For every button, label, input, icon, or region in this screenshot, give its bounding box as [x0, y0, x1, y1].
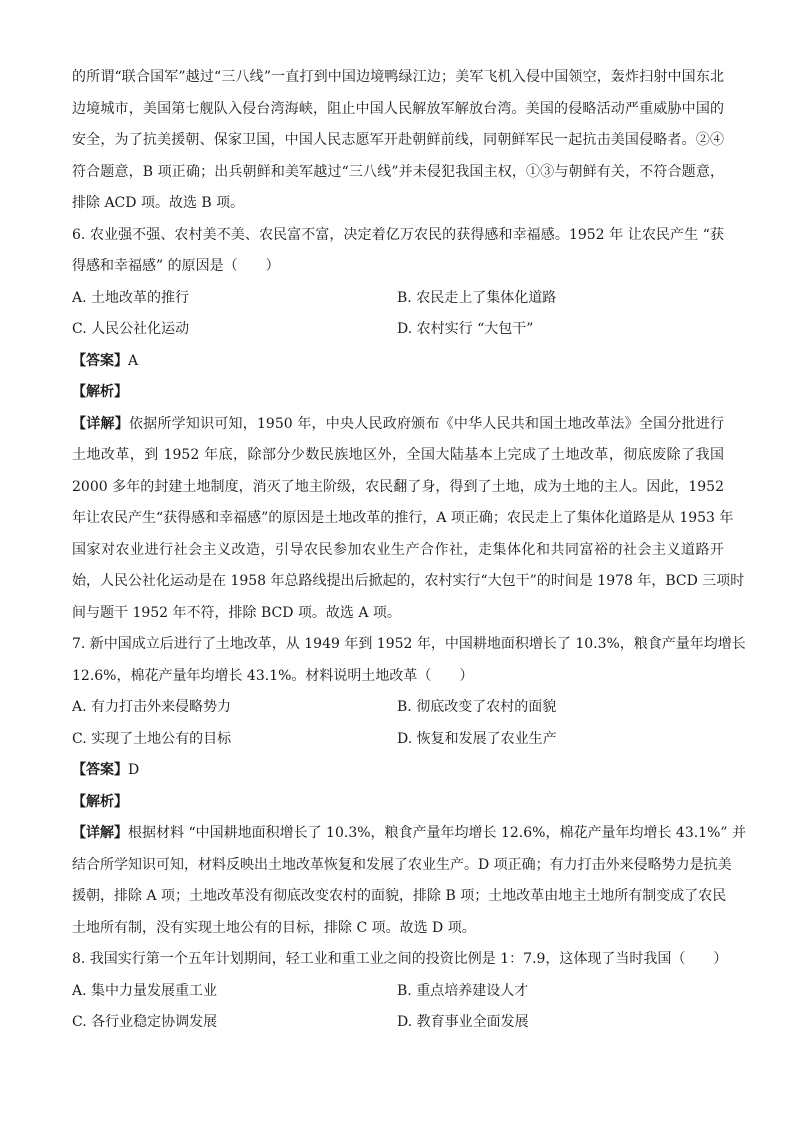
options-row	[72, 976, 724, 1008]
answer-line	[72, 755, 724, 787]
paragraph-line: 符合题意，B 项正确；出兵朝鲜和美军越过“三八线”并未侵犯我国主权，①③与朝鲜有关，不符合题意，	[72, 163, 724, 180]
question-stem: 6. 农业强不强、农村美不美、农民富不富，决定着亿万农民的获得感和幸福感。1952 年 让农民产生 “获	[72, 226, 724, 243]
answer-value: D	[128, 762, 140, 778]
option-d: D. 农村实行 “大包干”	[397, 321, 534, 337]
analysis-line	[72, 787, 724, 819]
options-row	[72, 692, 724, 724]
detail-line: 土地改革，到 1952 年底，除部分少数民族地区外，全国大陆基本上完成了土地改革，彻底废除了我国	[72, 447, 724, 463]
detail-line: 结合所学知识可知，材料反映出土地改革恢复和发展了农业生产。D 项正确；有力打击外来侵略势力是抗美	[72, 856, 732, 873]
question-stem: 12.6%，棉花产量年均增长 43.1%。材料说明土地改革（ ）	[72, 667, 474, 684]
answer-tag: 【答案】	[72, 352, 128, 369]
detail-line: 国家对农业进行社会主义改造，引导农民参加农业生产合作社，走集体化和共同富裕的社会主义道路开	[72, 541, 724, 558]
question-stem: 7. 新中国成立后进行了土地改革，从 1949 年到 1952 年，中国耕地面积增长了 10.3%，粮食产量年均增长	[72, 636, 746, 652]
detail-line	[72, 818, 746, 850]
answer-value: A	[128, 352, 139, 369]
detail-line	[72, 409, 724, 441]
detail-line: 2000 多年的封建土地制度，消灭了地主阶级，农民翻了身，得到了土地，成为土地的主人。因此，1952	[72, 478, 724, 495]
paragraph-line: 的所谓“联合国军”越过“三八线”一直打到中国边境鸭绿江边；美军飞机入侵中国领空，轰炸扫射中国东北	[72, 69, 724, 85]
paragraph-line: 排除 ACD 项。故选 B 项。	[72, 195, 245, 211]
options-row	[72, 724, 724, 756]
answer-tag: 【答案】	[72, 762, 128, 778]
question-stem: 8. 我国实行第一个五年计划期间，轻工业和重工业之间的投资比例是 1：7.9，这体现了当时我国（ ）	[72, 951, 728, 967]
detail-line: 间与题干 1952 年不符，排除 BCD 项。故选 A 项。	[72, 604, 401, 621]
detail-line: 年让农民产生“获得感和幸福感”的原因是土地改革的推行，A 项正确；农民走上了集体化道路是从 1953 年	[72, 510, 734, 526]
paragraph-line: 安全，为了抗美援朝、保家卫国，中国人民志愿军开赴朝鲜前线，同朝鲜军民一起抗击美国侵略者。②④	[72, 132, 724, 148]
options-row	[72, 314, 724, 346]
detail-text: 根据材料 “中国耕地面积增长了 10.3%，粮食产量年均增长 12.6%，棉花产量年均增长 43.1%” 并	[128, 825, 746, 841]
detail-tag: 【详解】	[72, 825, 128, 841]
analysis-line	[72, 377, 724, 409]
detail-line: 援朝，排除 A 项；土地改革没有彻底改变农村的面貌，排除 B 项；土地改革由地主土地所有制变成了农民	[72, 888, 727, 904]
question-7	[72, 629, 746, 944]
detail-line: 土地所有制，没有实现土地公有的目标，排除 C 项。故选 D 项。	[72, 919, 476, 936]
option-a: A. 土地改革的推行	[72, 289, 190, 306]
option-d: D. 恢复和发展了农业生产	[397, 730, 557, 747]
option-c: C. 各行业稳定协调发展	[72, 1014, 218, 1030]
detail-text: 依据所学知识可知，1950 年，中央人民政府颁布《中华人民共和国土地改革法》全国分批进行	[128, 415, 725, 432]
question-stem: 得感和幸福感” 的原因是（ ）	[72, 258, 280, 274]
analysis-tag: 【解析】	[72, 384, 128, 400]
option-c: C. 实现了土地公有的目标	[72, 730, 232, 747]
page-content	[72, 62, 746, 1039]
option-b: B. 农民走上了集体化道路	[397, 289, 557, 306]
options-row	[72, 1007, 724, 1039]
question-6	[72, 220, 745, 630]
detail-tag: 【详解】	[72, 415, 129, 432]
answer-line	[72, 346, 724, 378]
option-d: D. 教育事业全面发展	[397, 1014, 529, 1030]
option-a: A. 有力打击外来侵略势力	[72, 699, 232, 715]
analysis-tag: 【解析】	[72, 793, 128, 810]
options-row	[72, 283, 724, 315]
q5-explanation-tail	[72, 62, 724, 220]
question-8	[72, 944, 728, 1039]
option-c: C. 人民公社化运动	[72, 321, 190, 337]
option-b: B. 彻底改变了农村的面貌	[397, 699, 557, 715]
paragraph-line: 边境城市，美国第七舰队入侵台湾海峡，阻止中国人民解放军解放台湾。美国的侵略活动严重威胁中国的	[72, 100, 724, 117]
detail-line: 始，人民公社化运动是在 1958 年总路线提出后掀起的，农村实行“大包干”的时间是 1978 年，BCD 三项时	[72, 573, 745, 589]
option-a: A. 集中力量发展重工业	[72, 982, 218, 999]
option-b: B. 重点培养建设人才	[397, 982, 529, 999]
